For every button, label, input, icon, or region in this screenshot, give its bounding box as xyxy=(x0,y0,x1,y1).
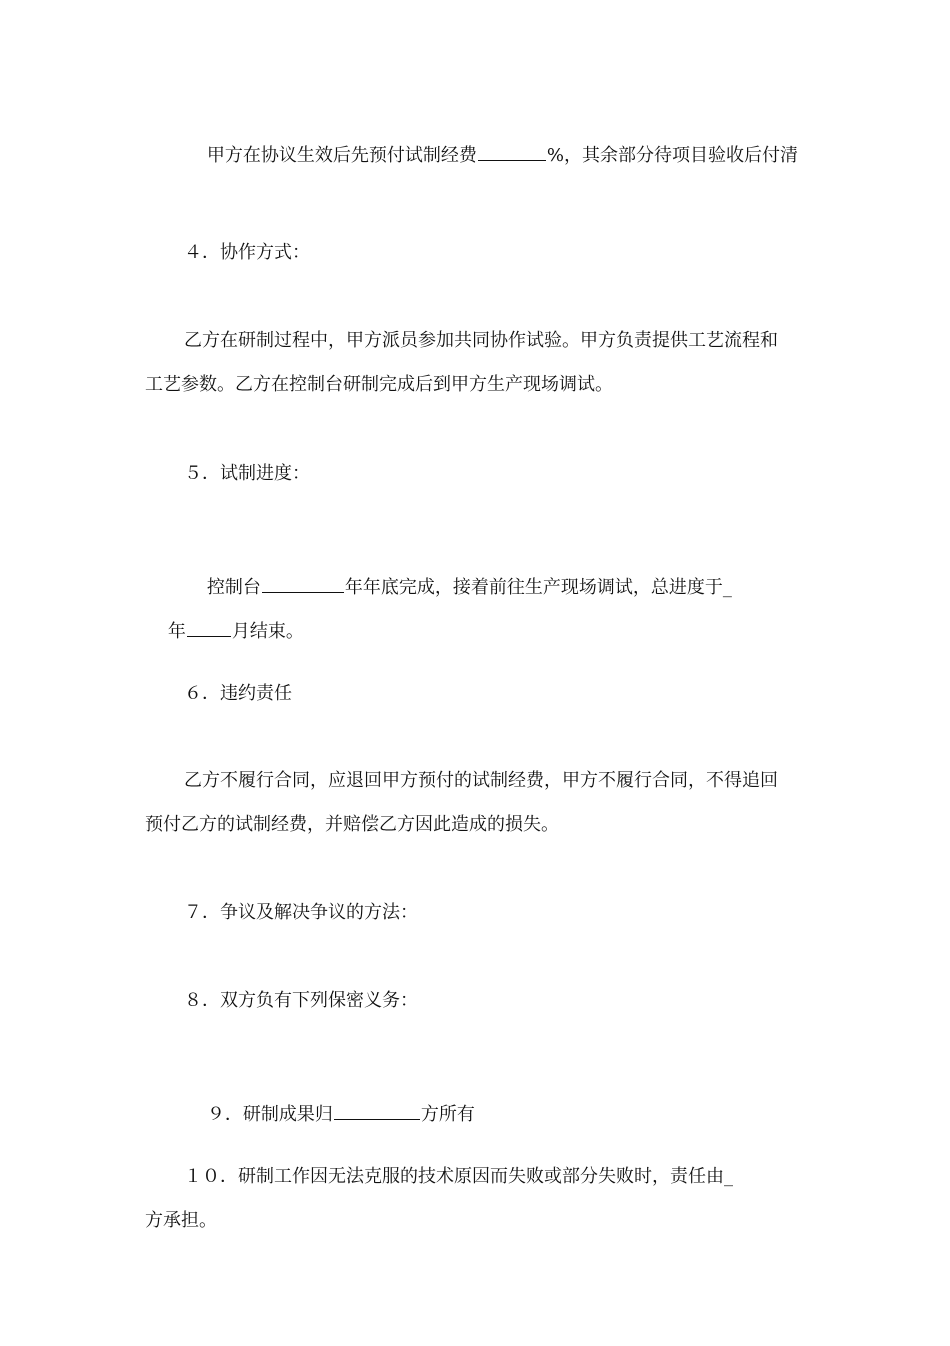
prepayment-text-end: %，其余部分待项目验收后付清 xyxy=(546,145,798,166)
schedule-month-blank[interactable] xyxy=(187,618,231,637)
item-6-heading: ６．违约责任 xyxy=(184,683,292,704)
item-10-line-2: 方承担。 xyxy=(145,1210,217,1231)
item-5-heading: ５．试制进度： xyxy=(184,463,310,484)
schedule-text-middle: 年年底完成，接着前往生产现场调试，总进度于_ xyxy=(344,577,732,598)
item-9-text-end: 方所有 xyxy=(420,1104,475,1125)
ownership-party-blank[interactable] xyxy=(334,1101,420,1120)
paragraph-schedule-line-2 xyxy=(145,594,304,668)
item-7-heading: ７．争议及解决争议的方法： xyxy=(184,902,418,923)
paragraph-prepayment xyxy=(184,118,798,192)
schedule-year-blank[interactable] xyxy=(262,574,344,593)
item-9-text-start: ９．研制成果归 xyxy=(206,1104,333,1125)
schedule-text-start: 控制台 xyxy=(206,577,261,598)
schedule-text-end: 月结束。 xyxy=(231,621,304,642)
paragraph-liability-line-2: 预付乙方的试制经费，并赔偿乙方因此造成的损失。 xyxy=(145,814,559,835)
paragraph-cooperation-line-2: 工艺参数。乙方在控制台研制完成后到甲方生产现场调试。 xyxy=(145,374,613,395)
schedule-year-label: 年 xyxy=(167,621,186,642)
prepayment-text-start: 甲方在协议生效后先预付试制经费 xyxy=(206,145,477,166)
item-9-line xyxy=(184,1077,475,1151)
item-8-heading: ８．双方负有下列保密义务： xyxy=(184,990,418,1011)
item-10-line-1: １０．研制工作因无法克服的技术原因而失败或部分失败时，责任由_ xyxy=(184,1166,733,1187)
prepayment-percent-blank[interactable] xyxy=(478,142,546,161)
paragraph-liability-line-1: 乙方不履行合同，应退回甲方预付的试制经费，甲方不履行合同，不得追回 xyxy=(184,770,778,791)
item-4-heading: ４．协作方式： xyxy=(184,242,310,263)
paragraph-cooperation-line-1: 乙方在研制过程中，甲方派员参加共同协作试验。甲方负责提供工艺流程和 xyxy=(184,330,778,351)
